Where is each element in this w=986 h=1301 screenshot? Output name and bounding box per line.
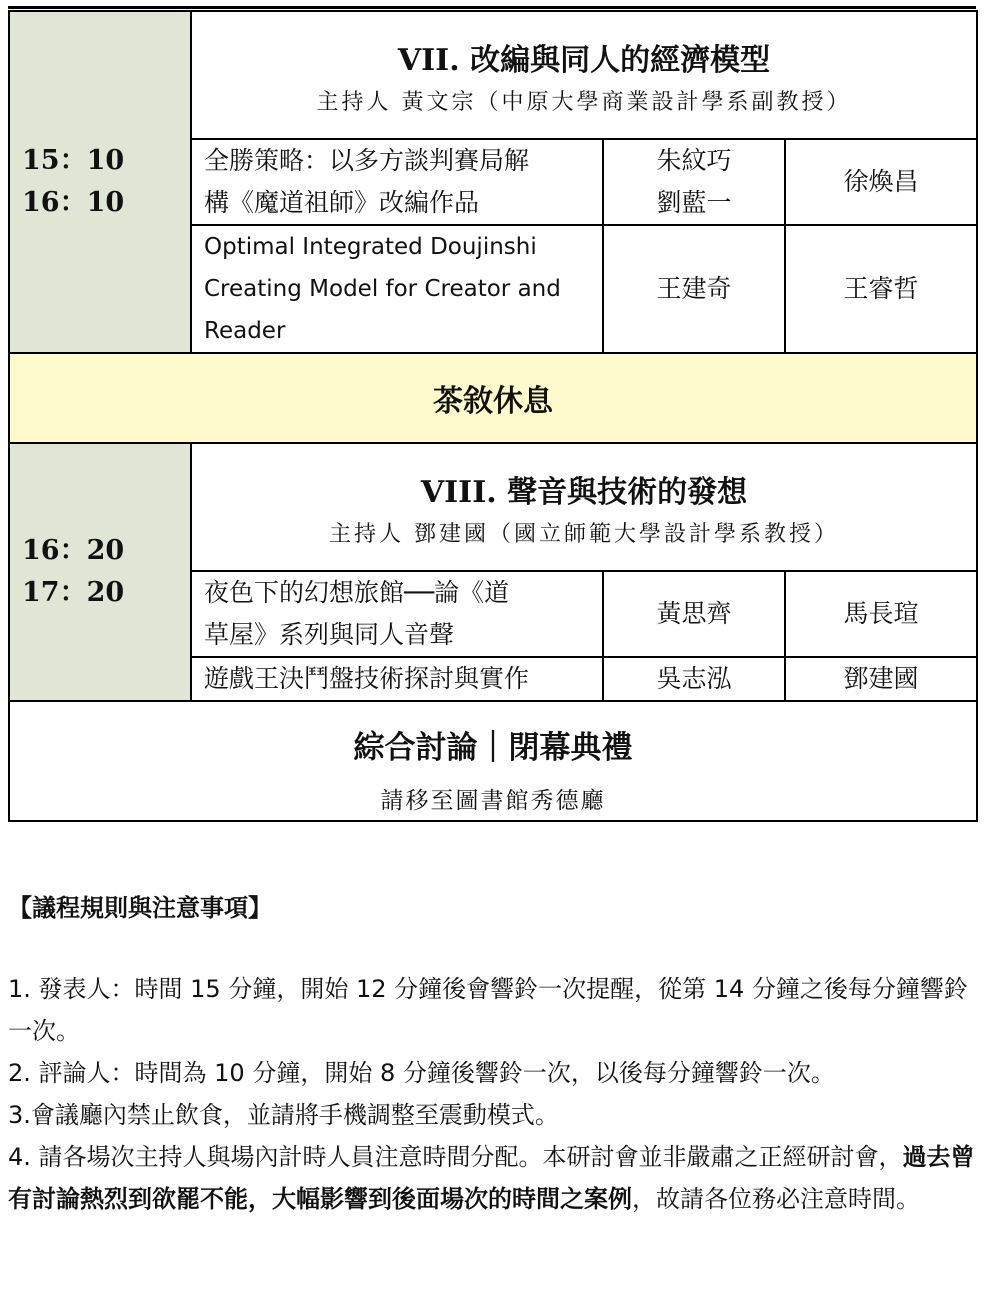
- presenters: [603, 571, 785, 657]
- paper-title: [191, 657, 603, 701]
- tea-break: 茶敘休息: [9, 353, 977, 443]
- presenters: [603, 657, 785, 701]
- rule-item: 2. 評論人：時間為 10 分鐘，開始 8 分鐘後響鈴一次，以後每分鐘響鈴一次。: [8, 1059, 835, 1087]
- rules-heading: 【議程規則與注意事項】: [8, 894, 272, 922]
- closing-row: [9, 701, 977, 821]
- time-end: 17：20: [22, 577, 125, 608]
- rule-item: 1. 發表人：時間 15 分鐘，開始 12 分鐘後會響鈴一次提醒，從第 14 分鐘之後每分鐘響鈴一次。: [8, 975, 968, 1045]
- paper-title-line: 遊戲王決鬥盤技術探討與實作: [204, 664, 530, 693]
- session-time: [9, 443, 191, 701]
- paper-title: [191, 571, 603, 657]
- session-time: [9, 11, 191, 353]
- presenter-name: 王建奇: [656, 274, 732, 303]
- paper-title-line: Optimal Integrated Doujinshi: [204, 234, 537, 260]
- session-header-row: [9, 11, 977, 139]
- rules-section: [8, 888, 976, 1220]
- paper-title-line: Reader: [204, 318, 286, 344]
- paper-title: [191, 225, 603, 353]
- presenters: [603, 139, 785, 225]
- discussant: 王睿哲: [785, 225, 977, 353]
- schedule-table: [8, 10, 978, 822]
- session-heading: [191, 443, 977, 571]
- rule-item: [8, 1136, 976, 1220]
- rule-text: 4. 請各場次主持人與場內計時人員注意時間分配。本研討會並非嚴肅之正經研討會，: [8, 1143, 903, 1171]
- top-rule: [8, 6, 976, 9]
- closing-cell: [9, 701, 977, 821]
- presenter-name: 朱紋巧: [656, 146, 732, 175]
- time-end: 16：10: [22, 187, 125, 218]
- closing-title: 綜合討論｜閉幕典禮: [353, 730, 633, 766]
- presenter-name: 黃思齊: [656, 599, 732, 628]
- rule-item: 3.會議廳內禁止飲食，並請將手機調整至震動模式。: [8, 1101, 559, 1129]
- rule-text: ，故請各位務必注意時間。: [632, 1185, 920, 1213]
- break-row: [9, 353, 977, 443]
- paper-title-line: 草屋》系列與同人音聲: [204, 620, 455, 649]
- discussant: 鄧建國: [785, 657, 977, 701]
- session-title: VII. 改編與同人的經濟模型: [397, 43, 771, 78]
- session-title: VIII. 聲音與技術的發想: [420, 475, 748, 510]
- paper-title: [191, 139, 603, 225]
- time-start: 16：20: [22, 535, 125, 566]
- rules-list: [8, 968, 976, 1220]
- session-header-row: [9, 443, 977, 571]
- paper-title-line: 全勝策略：以多方談判賽局解: [204, 146, 530, 175]
- session-host: 主持人 黃文宗（中原大學商業設計學系副教授）: [316, 90, 852, 115]
- paper-title-line: 構《魔道祖師》改編作品: [204, 188, 480, 217]
- closing-location: 請移至圖書館秀德廳: [380, 788, 606, 814]
- presenter-name: 劉藍一: [656, 188, 732, 217]
- presenter-name: 吳志泓: [656, 664, 732, 693]
- session-host: 主持人 鄧建國（國立師範大學設計學系教授）: [329, 522, 839, 547]
- rule-emphasis: 過去曾有討論熱烈到欲罷不能，大幅影響到後面場次的時間之案例: [8, 1143, 975, 1213]
- discussant: 徐煥昌: [785, 139, 977, 225]
- time-start: 15：10: [22, 145, 125, 176]
- paper-title-line: Creating Model for Creator and: [204, 276, 561, 302]
- session-heading: [191, 11, 977, 139]
- discussant: 馬長瑄: [785, 571, 977, 657]
- presenters: [603, 225, 785, 353]
- paper-title-line: 夜色下的幻想旅館──論《道: [204, 578, 510, 607]
